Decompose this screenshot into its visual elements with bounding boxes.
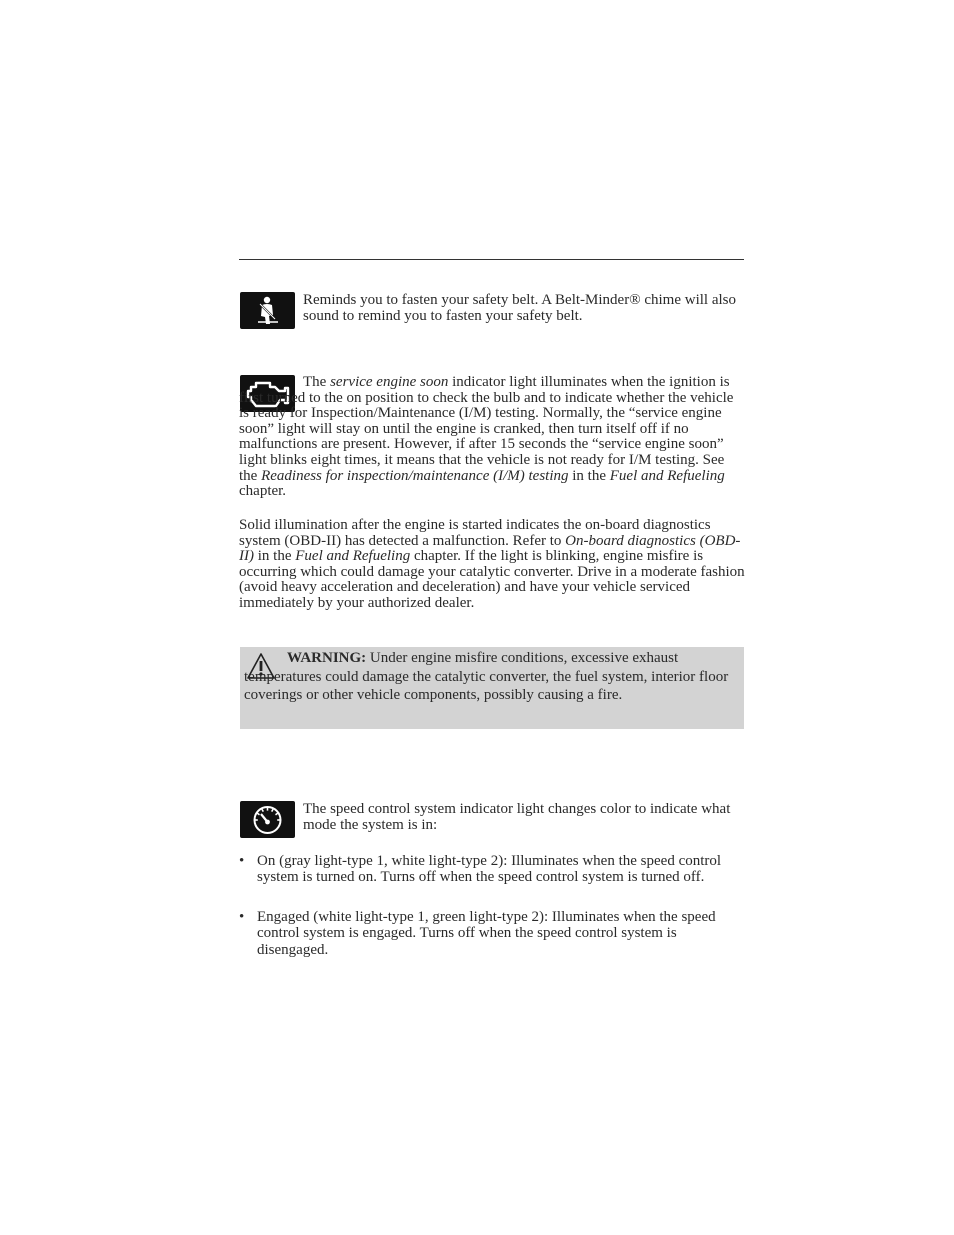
seatbelt-description: Reminds you to fasten your safety belt. A Belt-Minder® chime will also sound to remind you to fasten your safety belt.: [303, 292, 736, 325]
seatbelt-icon: [240, 292, 295, 329]
warning-text: WARNING: Under engine misfire conditions, excessive exhaust temperatures could damage the catalytic converter, the fuel system, interior floor coverings or other vehicle components, possibly causing a fire.: [244, 650, 729, 704]
list-item-text: Engaged (white light-type 1, green light-type 2): Illuminates when the speed control system is engaged. Turns off when the speed control system is disengaged.: [257, 909, 716, 958]
warning-box: [240, 647, 744, 729]
speed-control-intro: The speed control system indicator light changes color to indicate what mode the system is in:: [303, 801, 731, 834]
warning-label: WARNING:: [287, 650, 367, 666]
bullet-marker: •: [239, 909, 245, 925]
engine-paragraph-1: The service engine soon indicator light illuminates when the ignition is first turned to the on position to check the bulb and to indicate whether the vehicle is ready for Inspection/Maintenance (I/M) testing. Normally, the “service engine soon” light will stay on until the engine is cranked, then turn itself off if no malfunctions are present. However, if after 15 seconds the “service engine soon” light blinks eight times, it means that the vehicle is not ready for I/M testing. See the Readiness for inspection/maintenance (I/M) testing in the Fuel and Refueling chapter.: [239, 374, 734, 500]
list-item-text: On (gray light-type 1, white light-type 2): Illuminates when the speed control system is turned on. Turns off when the speed control system is turned off.: [257, 853, 722, 886]
engine-paragraph-2: Solid illumination after the engine is started indicates the on-board diagnostics system (OBD-II) has detected a malfunction. Refer to On-board diagnostics (OBD-II) in the Fuel and Refueling chapter. If the light is blinking, engine misfire is occurring which could damage your catalytic converter. Drive in a moderate fashion (avoid heavy acceleration and deceleration) and have your vehicle serviced immediately by your authorized dealer.: [239, 517, 745, 611]
header-rule: [239, 259, 744, 260]
bullet-marker: •: [239, 853, 245, 869]
speed-control-icon: [240, 801, 295, 838]
